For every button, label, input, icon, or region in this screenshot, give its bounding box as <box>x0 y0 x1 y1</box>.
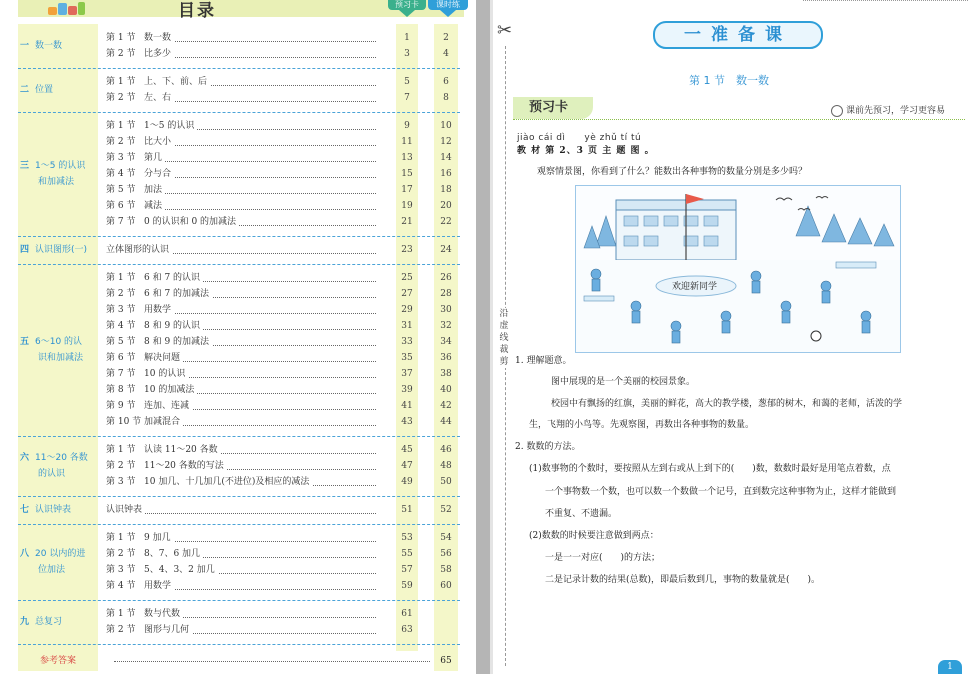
section-name: 解决问题 <box>144 353 181 363</box>
preview-page: 55 <box>401 549 413 559</box>
practice-page: 56 <box>440 549 452 559</box>
section-name: 10 的加减法 <box>144 385 195 395</box>
section-name: 比大小 <box>144 137 172 147</box>
chapter-number: 六 <box>20 453 30 463</box>
scissors-icon: ✂ <box>497 20 513 41</box>
toc-row[interactable] <box>106 286 456 302</box>
practice-page: 10 <box>440 121 452 131</box>
section-number: 第 5 节 <box>106 185 136 195</box>
dot-leader <box>114 661 430 662</box>
section-name: 0 的认识和 0 的加减法 <box>144 217 237 227</box>
row-text <box>106 625 192 635</box>
section-number: 第 9 节 <box>106 401 136 411</box>
toc-row[interactable] <box>106 622 456 638</box>
toc-row[interactable] <box>106 74 456 90</box>
toc-row[interactable] <box>106 350 456 366</box>
toc-row[interactable] <box>106 118 456 134</box>
toy-blocks-decoration <box>48 1 86 15</box>
section-number: 第 4 节 <box>106 581 136 591</box>
section-number: 第 3 节 <box>106 565 136 575</box>
section-name: 加法 <box>144 185 163 195</box>
preview-page: 47 <box>401 461 413 471</box>
row-text <box>106 169 174 179</box>
preview-page: 29 <box>401 305 413 315</box>
toc-row[interactable] <box>106 134 456 150</box>
chapter-name: 位置 <box>35 85 54 95</box>
preview-page: 49 <box>401 477 413 487</box>
toc-row[interactable] <box>106 182 456 198</box>
school-scene-illustration <box>575 185 901 353</box>
preview-page: 61 <box>401 609 413 619</box>
chapter-name: 数一数 <box>35 41 63 51</box>
toc-row[interactable] <box>106 578 456 594</box>
practice-page: 46 <box>440 445 452 455</box>
lesson-page <box>493 0 972 674</box>
section-name: 用数学 <box>144 581 172 591</box>
row-text <box>106 305 174 315</box>
toc-row[interactable] <box>106 302 456 318</box>
page-number: 1 <box>938 660 962 674</box>
toc-row[interactable] <box>106 90 456 106</box>
chapter-name: 总复习 <box>35 617 63 627</box>
preview-page: 41 <box>401 401 413 411</box>
chapter-number: 三 <box>20 161 30 171</box>
practice-page: 16 <box>440 169 452 179</box>
row-text <box>106 77 210 87</box>
toc-row[interactable] <box>106 474 456 490</box>
preview-page: 35 <box>401 353 413 363</box>
toc-row[interactable] <box>106 318 456 334</box>
toc-row[interactable] <box>106 30 456 46</box>
toc-row[interactable] <box>106 562 456 578</box>
section-name: 数一数 <box>144 33 172 43</box>
section-number: 第 2 节 <box>106 549 136 559</box>
row-text <box>106 33 174 43</box>
chapter-label <box>20 334 106 366</box>
chapter-name: 1～5 的认识 <box>35 161 86 171</box>
section-number: 第 2 节 <box>106 461 136 471</box>
toc-row[interactable] <box>106 214 456 230</box>
chapter-label <box>20 546 106 578</box>
practice-page: 34 <box>440 337 452 347</box>
toc-row[interactable] <box>106 458 456 474</box>
row-text <box>106 93 174 103</box>
row-text <box>106 245 172 255</box>
section-name: 上、下、前、后 <box>144 77 208 87</box>
clock-icon <box>831 105 843 117</box>
section-number: 第 4 节 <box>106 169 136 179</box>
preview-page: 1 <box>404 33 410 43</box>
practice-page: 18 <box>440 185 452 195</box>
section-name: 10 加几、十几加几(不进位)及相应的减法 <box>144 477 310 487</box>
chapter-number: 九 <box>20 617 30 627</box>
section-name: 分与合 <box>144 169 172 179</box>
point-2: 2. 数数的方法。 <box>515 442 581 452</box>
chapter-name-cont: 和加减法 <box>38 177 75 187</box>
toc-row[interactable] <box>106 382 456 398</box>
row-text <box>106 445 221 455</box>
preview-page: 27 <box>401 289 413 299</box>
toc-row[interactable] <box>106 530 456 546</box>
practice-page: 38 <box>440 369 452 379</box>
section-number: 第 1 节 <box>106 121 136 131</box>
practice-page: 42 <box>440 401 452 411</box>
chapter-number: 四 <box>20 245 30 255</box>
practice-page: 4 <box>443 49 449 59</box>
section-name: 加减混合 <box>144 417 181 427</box>
section-number: 第 8 节 <box>106 385 136 395</box>
preview-page: 33 <box>401 337 413 347</box>
section-number: 第 1 节 <box>106 609 136 619</box>
section-name: 9 加几 <box>144 533 171 543</box>
chapter-label <box>20 502 106 518</box>
toc-row[interactable] <box>106 366 456 382</box>
row-text <box>106 533 174 543</box>
chapter-label <box>20 82 106 98</box>
preview-page: 39 <box>401 385 413 395</box>
row-text <box>106 217 239 227</box>
preview-page: 9 <box>404 121 410 131</box>
section-name: 认读 11～20 各数 <box>144 445 218 455</box>
chapter-name: 认识钟表 <box>35 505 72 515</box>
preview-page: 15 <box>401 169 413 179</box>
tip-text: 课前先预习，学习更容易 <box>846 106 946 116</box>
chapter-number: 七 <box>20 505 30 515</box>
practice-page: 54 <box>440 533 452 543</box>
top-rule <box>803 0 968 3</box>
point-1-text-a: 图中展现的是一个美丽的校园景象。 <box>551 377 696 387</box>
dot-leader <box>106 513 376 514</box>
question: 观察情景图，你看到了什么？能数出各种事物的数量分别是多少吗？ <box>537 167 808 177</box>
chapter-number: 八 <box>20 549 30 559</box>
chapter-name: 认识图形(一) <box>35 245 88 255</box>
row-text <box>106 121 197 131</box>
preview-page: 7 <box>404 93 410 103</box>
preview-page: 59 <box>401 581 413 591</box>
preview-page: 57 <box>401 565 413 575</box>
section-name: 立体图形的认识 <box>106 245 170 255</box>
practice-page: 6 <box>443 77 449 87</box>
toc-row[interactable] <box>106 414 456 430</box>
section-name: 6 和 7 的加减法 <box>144 289 210 299</box>
preview-page: 45 <box>401 445 413 455</box>
preview-page: 3 <box>404 49 410 59</box>
section-name: 比多少 <box>144 49 172 59</box>
answer-label: 参考答案 <box>18 651 98 671</box>
chapter-number: 五 <box>20 337 30 347</box>
section-name: 11～20 各数的写法 <box>144 461 224 471</box>
row-text <box>106 273 203 283</box>
section-name: 减法 <box>144 201 163 211</box>
preview-page: 5 <box>404 77 410 87</box>
chapter-label <box>20 614 106 630</box>
preview-page: 19 <box>401 201 413 211</box>
section-name: 6 和 7 的认识 <box>144 273 201 283</box>
point-1: 1. 理解题意。 <box>515 356 572 366</box>
section-number: 第 2 节 <box>106 289 136 299</box>
section-number: 第 3 节 <box>106 305 136 315</box>
preview-page: 21 <box>401 217 413 227</box>
practice-page: 28 <box>440 289 452 299</box>
toc-row[interactable] <box>106 270 456 286</box>
section-name: 左、右 <box>144 93 172 103</box>
row-text <box>106 49 174 59</box>
practice-page: 14 <box>440 153 452 163</box>
book-spine <box>476 0 490 674</box>
toc-row[interactable] <box>106 442 456 458</box>
pill-arrow <box>399 10 415 17</box>
row-text <box>106 185 165 195</box>
row-text <box>106 385 197 395</box>
row-text <box>106 369 188 379</box>
section-name: 5、4、3、2 加几 <box>144 565 215 575</box>
row-text <box>106 565 218 575</box>
row-text <box>106 153 165 163</box>
row-text <box>106 505 145 515</box>
practice-pill: 课时练 <box>428 0 468 10</box>
section-number: 第 6 节 <box>106 201 136 211</box>
practice-page: 22 <box>440 217 452 227</box>
practice-page: 44 <box>440 417 452 427</box>
section-number: 第 2 节 <box>106 49 136 59</box>
toc-row[interactable] <box>106 150 456 166</box>
practice-page: 36 <box>440 353 452 363</box>
chapter-name-cont: 位加法 <box>38 565 66 575</box>
row-text <box>106 461 227 471</box>
point-2-text-e: 一是一一对应( )的方法； <box>545 553 661 563</box>
section-number: 第 6 节 <box>106 353 136 363</box>
answer-entry[interactable] <box>18 651 460 671</box>
section-name: 认识钟表 <box>106 505 143 515</box>
section-name: 用数学 <box>144 305 172 315</box>
cut-instruction: 沿虚线裁剪 <box>499 309 509 367</box>
section-number: 第 2 节 <box>106 137 136 147</box>
toc-row[interactable] <box>106 546 456 562</box>
preview-page: 23 <box>401 245 413 255</box>
preview-page: 25 <box>401 273 413 283</box>
row-text <box>106 337 212 347</box>
chapter-number: 二 <box>20 85 30 95</box>
practice-page: 8 <box>443 93 449 103</box>
preview-page: 63 <box>401 625 413 635</box>
practice-page: 24 <box>440 245 452 255</box>
point-2-text-b: 一个事物数一个数，也可以数一个数做一个记号，直到数完这种事物为止，这样才能做到 <box>545 487 897 497</box>
section-name: 数与代数 <box>144 609 181 619</box>
practice-page: 48 <box>440 461 452 471</box>
textbook-reference: 教 材 第 2、3 页 主 题 图 。 <box>517 146 655 156</box>
section-title: 第 1 节 数一数 <box>689 74 769 87</box>
point-2-text-a: (1)数事物的个数时，要按照从左到右或从上到下的( )数，数数时最好是用笔点着数，点 <box>529 464 891 474</box>
pill-arrow <box>440 10 456 17</box>
row-text <box>106 609 183 619</box>
section-number: 第 1 节 <box>106 445 136 455</box>
chapter-name: 11～20 各数 <box>35 453 88 463</box>
toc-row[interactable] <box>106 166 456 182</box>
toc-page <box>0 0 476 674</box>
scene-caption: 欢迎新同学 <box>672 282 718 292</box>
section-number: 第 7 节 <box>106 369 136 379</box>
chapter-name-cont: 识和加减法 <box>38 353 84 363</box>
row-text <box>106 321 203 331</box>
section-number: 第 10 节 <box>106 417 142 427</box>
chapter-name: 20 以内的进 <box>35 549 86 559</box>
toc-row[interactable] <box>106 334 456 350</box>
section-number: 第 1 节 <box>106 533 136 543</box>
preview-page: 13 <box>401 153 413 163</box>
practice-page: 32 <box>440 321 452 331</box>
row-text <box>106 549 203 559</box>
point-1-text-b: 校园中有飘扬的红旗，美丽的鲜花，高大的教学楼，葱郁的树木，和蔼的老师，活泼的学 <box>551 399 903 409</box>
section-number: 第 5 节 <box>106 337 136 347</box>
preview-tip <box>831 103 945 117</box>
practice-page: 58 <box>440 565 452 575</box>
chapter-label <box>20 450 106 482</box>
chapter-name-cont: 的认识 <box>38 469 66 479</box>
point-2-text-d: (2)数数的时候要注意做到两点： <box>529 531 659 541</box>
toc-row[interactable] <box>106 242 456 258</box>
row-text <box>106 417 183 427</box>
toc-row[interactable] <box>106 502 456 518</box>
toc-row[interactable] <box>106 46 456 62</box>
chapter-number: 一 <box>20 41 30 51</box>
point-2-text-f: 二是记录计数的结果(总数)，即最后数到几，事物的数量就是( )。 <box>545 575 821 585</box>
row-text <box>106 401 192 411</box>
pinyin-line: jiào cái dì yè zhǔ tí tú <box>517 133 642 143</box>
toc-row[interactable] <box>106 398 456 414</box>
preview-page: 51 <box>401 505 413 515</box>
preview-card-pill: 预习卡 <box>388 0 426 10</box>
toc-row[interactable] <box>106 606 456 622</box>
practice-page: 40 <box>440 385 452 395</box>
practice-page: 26 <box>440 273 452 283</box>
toc-title: 目录 <box>178 1 216 21</box>
row-text <box>106 137 174 147</box>
section-name: 10 的认识 <box>144 369 186 379</box>
chapter-label <box>20 242 106 258</box>
unit-banner: 一准备课 <box>653 21 823 49</box>
section-name: 8、7、6 加几 <box>144 549 201 559</box>
section-number: 第 1 节 <box>106 273 136 283</box>
section-number: 第 3 节 <box>106 153 136 163</box>
practice-page: 52 <box>440 505 452 515</box>
point-1-text-c: 生，飞翔的小鸟等。先观察图，再数出各种事物的数量。 <box>529 420 755 430</box>
row-text <box>106 289 212 299</box>
row-text <box>106 201 165 211</box>
section-number: 第 2 节 <box>106 93 136 103</box>
preview-card-label: 预习卡 <box>513 97 593 119</box>
section-name: 连加、连减 <box>144 401 190 411</box>
section-name: 8 和 9 的加减法 <box>144 337 210 347</box>
section-name: 8 和 9 的认识 <box>144 321 201 331</box>
section-number: 第 7 节 <box>106 217 136 227</box>
preview-page: 43 <box>401 417 413 427</box>
practice-page: 12 <box>440 137 452 147</box>
practice-page: 30 <box>440 305 452 315</box>
section-name: 第几 <box>144 153 163 163</box>
preview-page: 11 <box>401 137 413 147</box>
section-name: 1～5 的认识 <box>144 121 195 131</box>
section-name: 图形与几何 <box>144 625 190 635</box>
preview-page: 37 <box>401 369 413 379</box>
row-text <box>106 477 312 487</box>
section-number: 第 3 节 <box>106 477 136 487</box>
practice-page: 60 <box>440 581 452 591</box>
practice-page: 50 <box>440 477 452 487</box>
section-number: 第 2 节 <box>106 625 136 635</box>
chapter-name: 6～10 的认 <box>35 337 83 347</box>
point-2-text-c: 不重复、不遗漏。 <box>545 509 618 519</box>
practice-page: 2 <box>443 33 449 43</box>
preview-page: 17 <box>401 185 413 195</box>
preview-page: 31 <box>401 321 413 331</box>
section-number: 第 4 节 <box>106 321 136 331</box>
answer-page: 65 <box>434 651 458 671</box>
row-text <box>106 581 174 591</box>
section-number: 第 1 节 <box>106 77 136 87</box>
section-number: 第 1 节 <box>106 33 136 43</box>
chapter-label <box>20 38 106 54</box>
preview-page: 53 <box>401 533 413 543</box>
chapter-label <box>20 158 106 190</box>
divider <box>513 119 965 120</box>
practice-page: 20 <box>440 201 452 211</box>
toc-row[interactable] <box>106 198 456 214</box>
row-text <box>106 353 183 363</box>
